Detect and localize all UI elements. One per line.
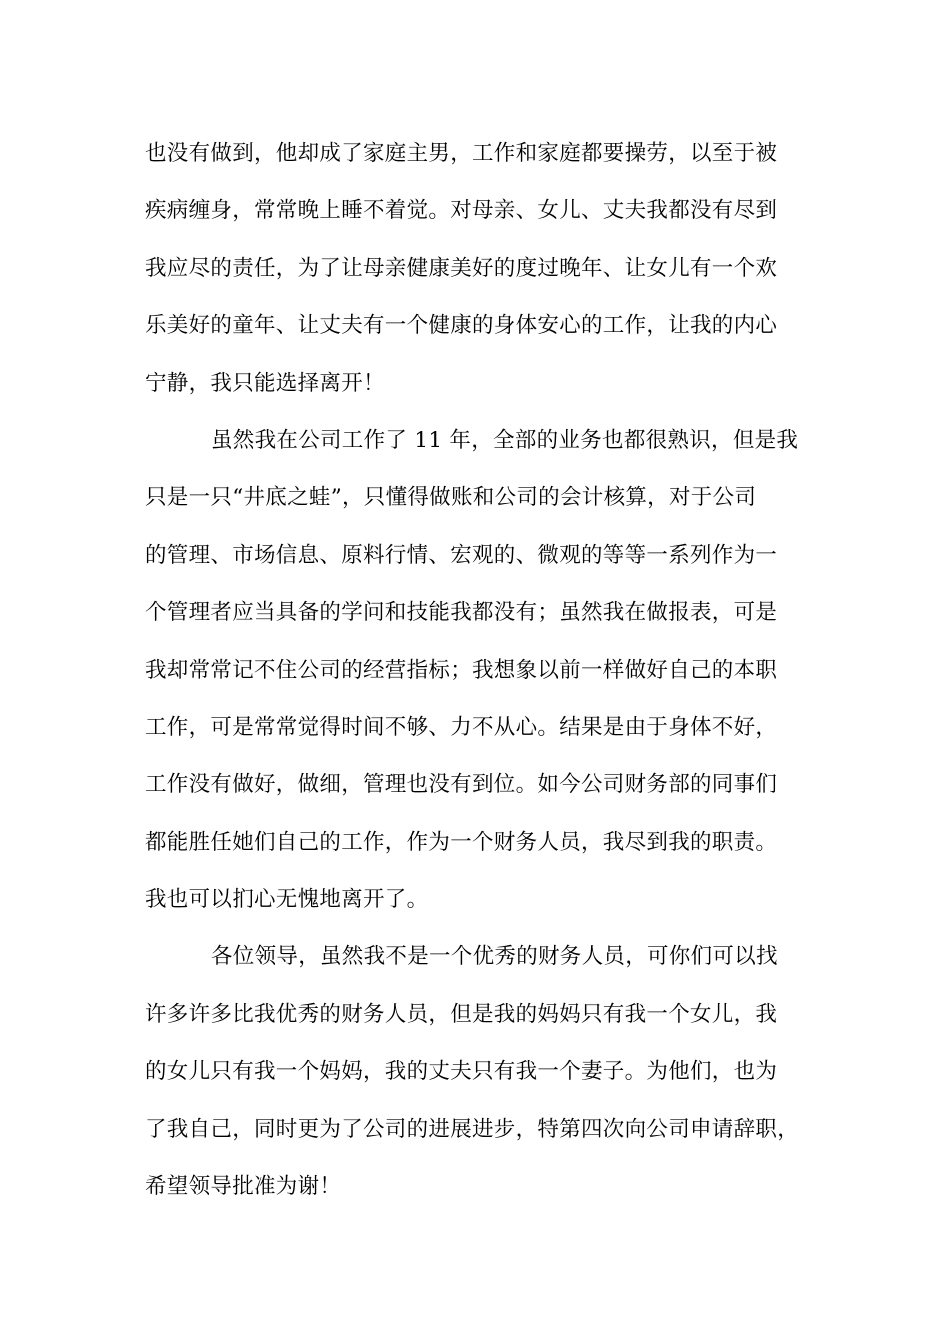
text-line: 的女儿只有我一个妈妈，我的丈夫只有我一个妻子。为他们，也为 bbox=[145, 1059, 778, 1085]
paragraph-3 bbox=[145, 928, 825, 1215]
text-line: 工作，可是常常觉得时间不够、力不从心。结果是由于身体不好， bbox=[145, 714, 778, 740]
text-line: 的管理、市场信息、原料行情、宏观的、微观的等等一系列作为一 bbox=[145, 542, 778, 568]
text-line: 都能胜任她们自己的工作，作为一个财务人员，我尽到我的职责。 bbox=[145, 829, 778, 855]
text-line: 我也可以扪心无愧地离开了。 bbox=[145, 887, 429, 913]
document-body bbox=[145, 125, 825, 1215]
text-line: 希望领导批准为谢！ bbox=[145, 1174, 342, 1200]
text-line: 乐美好的童年、让丈夫有一个健康的身体安心的工作，让我的内心 bbox=[145, 313, 778, 339]
text-line: 个管理者应当具备的学问和技能我都没有；虽然我在做报表，可是 bbox=[145, 600, 778, 626]
text-line: 许多许多比我优秀的财务人员，但是我的妈妈只有我一个女儿，我 bbox=[145, 1001, 778, 1027]
text-line: 工作没有做好，做细，管理也没有到位。如今公司财务部的同事们 bbox=[145, 772, 778, 798]
paragraph-1 bbox=[145, 125, 825, 412]
text-line: 只是一只“井底之蛙”，只懂得做账和公司的会计核算，对于公司 bbox=[145, 485, 757, 511]
text-line: 我应尽的责任，为了让母亲健康美好的度过晚年、让女儿有一个欢 bbox=[145, 255, 778, 281]
paragraph-2 bbox=[145, 412, 825, 929]
text-line: 疾病缠身，常常晚上睡不着觉。对母亲、女儿、丈夫我都没有尽到 bbox=[145, 198, 778, 224]
text-line: 了我自己，同时更为了公司的进展进步，特第四次向公司申请辞职， bbox=[145, 1116, 800, 1142]
text-line: 我却常常记不住公司的经营指标；我想象以前一样做好自己的本职 bbox=[145, 657, 778, 683]
text-line: 宁静，我只能选择离开！ bbox=[145, 370, 385, 396]
text-line: 各位领导，虽然我不是一个优秀的财务人员，可你们可以找 bbox=[211, 944, 778, 970]
text-line: 虽然我在公司工作了 11 年，全部的业务也都很熟识，但是我 bbox=[211, 427, 799, 453]
text-line: 也没有做到，他却成了家庭主男，工作和家庭都要操劳，以至于被 bbox=[145, 141, 778, 166]
